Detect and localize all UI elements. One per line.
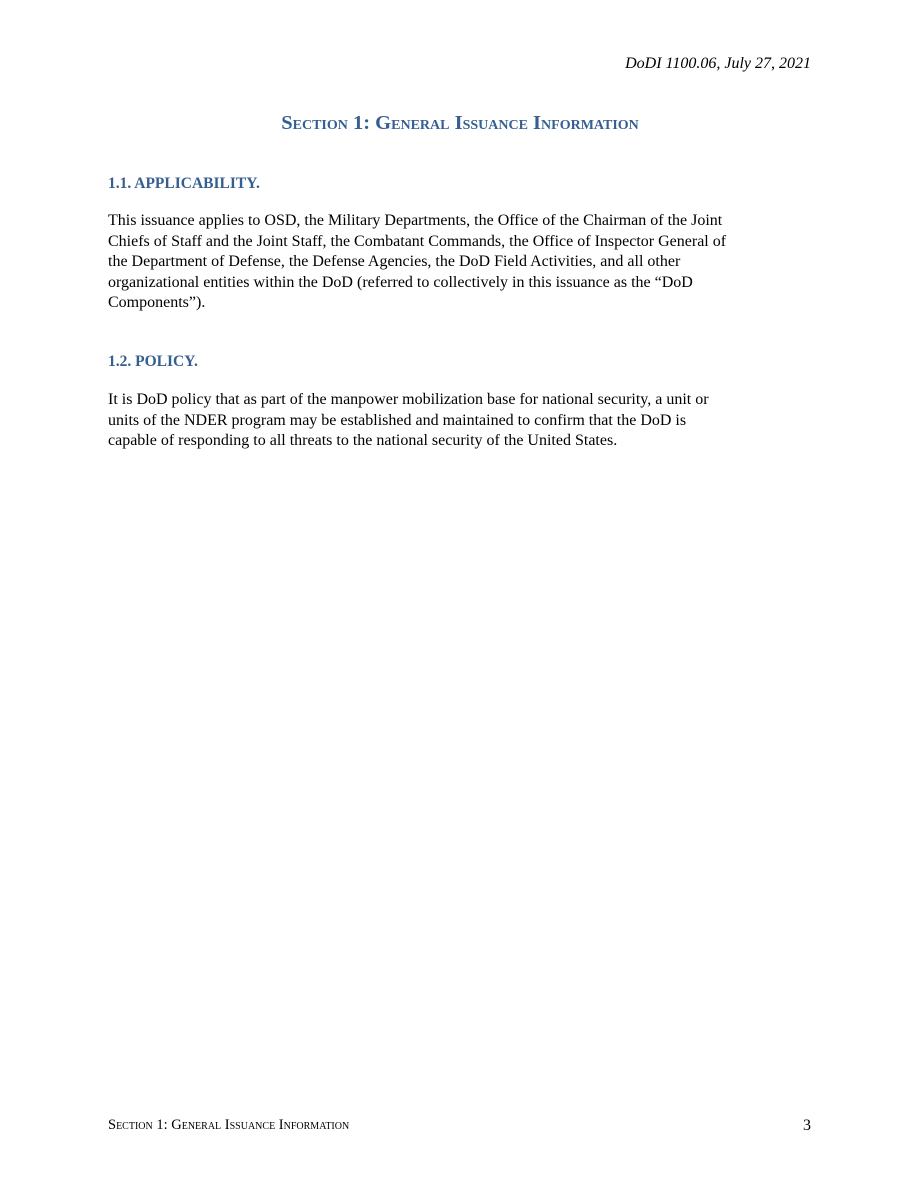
paragraph-line: Components”). (108, 294, 206, 311)
paragraph-line: Chiefs of Staff and the Joint Staff, the Combatant Commands, the Office of Inspector General of (108, 232, 727, 250)
section-title: Section 1: General Issuance Information (281, 112, 639, 134)
page-number: 3 (803, 1117, 811, 1134)
applicability-paragraph (108, 211, 818, 314)
running-header: DoDI 1100.06, July 27, 2021 (625, 55, 811, 72)
paragraph-line: organizational entities within the DoD (referred to collectively in this issuance as the “DoD (108, 273, 693, 291)
policy-heading: 1.2. POLICY. (108, 353, 198, 370)
paragraph-line: capable of responding to all threats to the national security of the United States. (108, 432, 618, 449)
applicability-heading: 1.1. APPLICABILITY. (108, 175, 260, 192)
paragraph-line: This issuance applies to OSD, the Military Departments, the Office of the Chairman of the Joint (108, 212, 723, 229)
policy-paragraph (108, 390, 818, 452)
paragraph-line: It is DoD policy that as part of the manpower mobilization base for national security, a unit or (108, 391, 709, 408)
paragraph-line: the Department of Defense, the Defense Agencies, the DoD Field Activities, and all other (108, 253, 681, 270)
paragraph-line: units of the NDER program may be established and maintained to confirm that the DoD is (108, 411, 687, 429)
footer-section-title: Section 1: General Issuance Information (108, 1117, 350, 1133)
